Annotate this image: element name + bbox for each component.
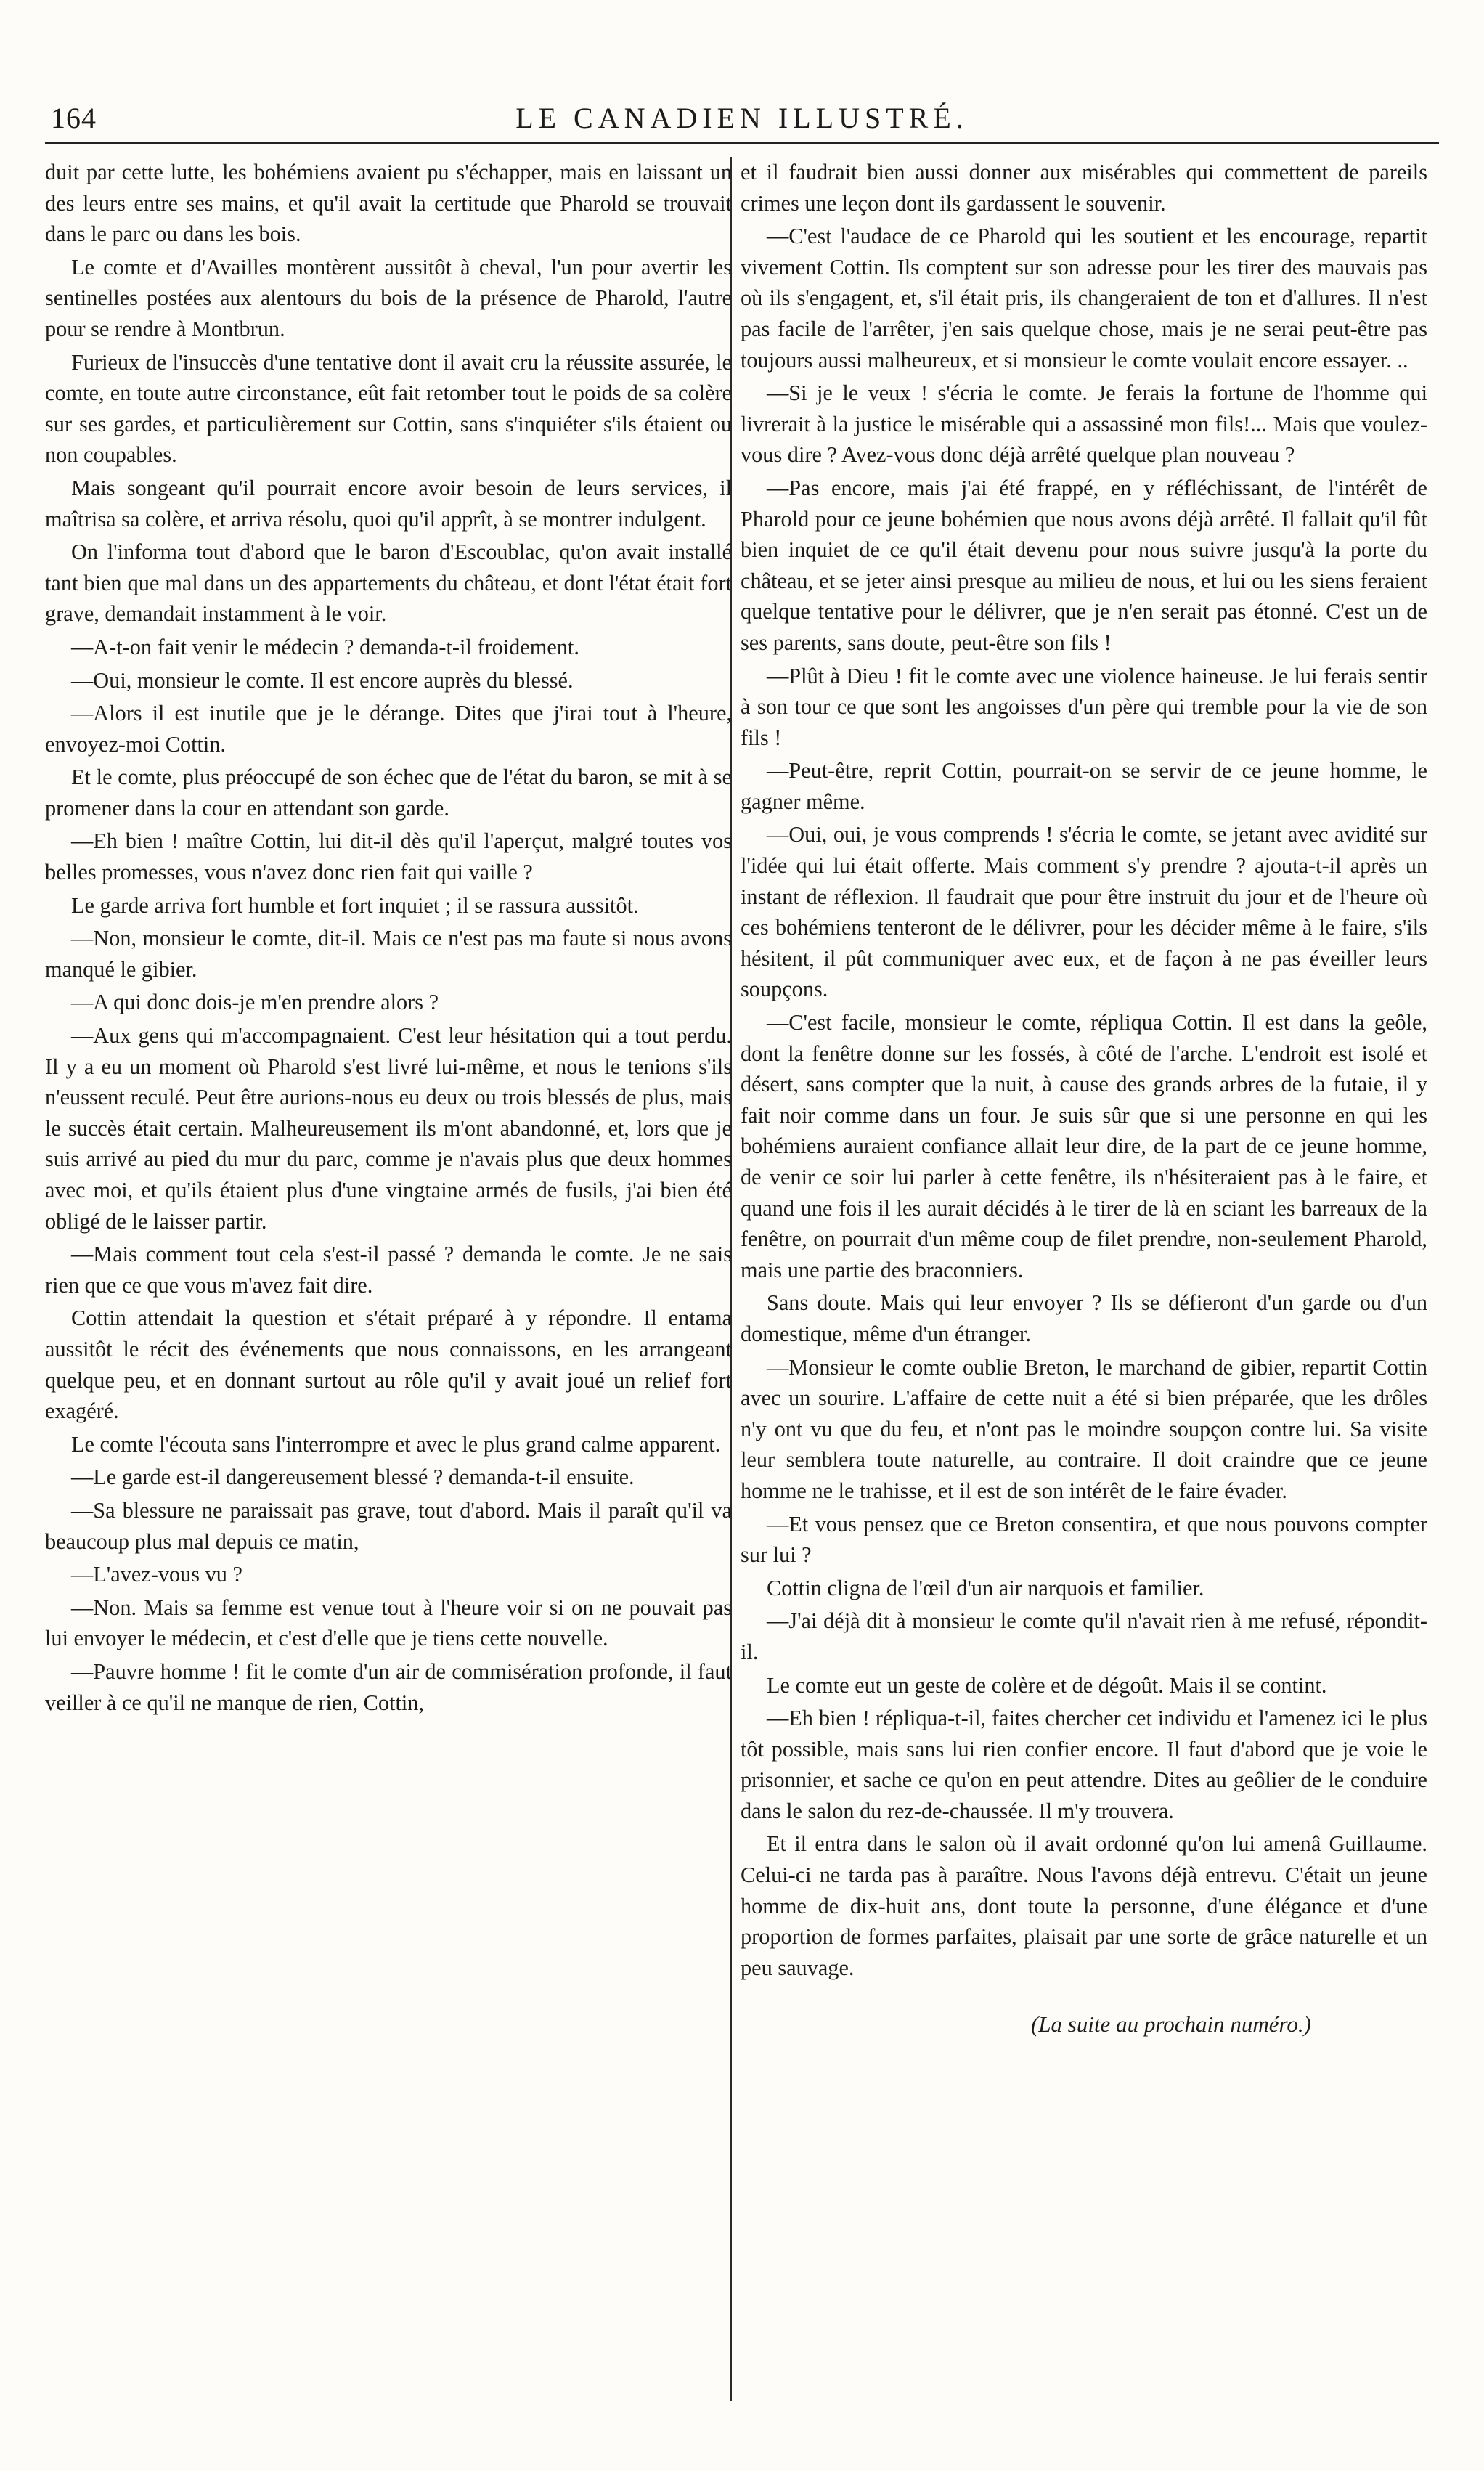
paragraph: Mais songeant qu'il pourrait encore avoir besoin de leurs services, il maîtrisa sa colère, et arriva résolu, quoi qu'il apprît, à se montrer indulgent.	[45, 475, 732, 532]
paragraph: —C'est facile, monsieur le comte, répliqua Cottin. Il est dans la geôle, dont la fenêtre donne sur les fossés, à côté de l'arche. L'endroit est isolé et désert, sans compter que la nuit, à cause des grands arbres de la futaie, il y fait noir comme dans un four. Je suis sûr que si une personne en qui les bohémiens auraient confiance allait leur dire, de la part de ce jeune homme, de venir ce soir lui parler à cette fenêtre, ils n'hésiteraient pas à le faire, et quand une fois il les aurait décidés à le tirer de là en sciant les barreaux de la fenêtre, on pourrait d'un même coup de filet prendre, non-seulement Pharold, mais une partie des braconniers.	[741, 1010, 1427, 1282]
paragraph: —Peut-être, reprit Cottin, pourrait-on se servir de ce jeune homme, le gagner même.	[741, 758, 1427, 814]
paragraph: —Pas encore, mais j'ai été frappé, en y réfléchissant, de l'intérêt de Pharold pour ce jeune bohémien que nous avons déjà arrêté. Il fallait qu'il fût bien inquiet de ce qu'il était devenu pour nous suivre jusqu'à la porte du château, et se jeter ainsi presque au milieu de nous, et lui ou les siens feraient quelque tentative pour le délivrer, que je n'en serait pas étonné. C'est un de ses parents, sans doute, peut-être son fils !	[741, 475, 1427, 655]
paragraph: —A-t-on fait venir le médecin ? demanda-t-il froidement.	[71, 634, 579, 659]
paragraph: —Le garde est-il dangereusement blessé ? demanda-t-il ensuite.	[71, 1465, 635, 1490]
paragraph: —Aux gens qui m'accompagnaient. C'est leur hésitation qui a tout perdu. Il y a eu un moment où Pharold s'est livré lui-même, et nous le tenions s'ils n'eussent reculé. Peut être aurions-nous eu deux ou trois blessés de plus, mais le succès était certain. Malheureusement ils m'ont abandonné, et, lors que je suis arrivé au pied du mur du parc, comme je n'avais plus que deux hommes avec moi, et qu'ils étaient plus d'une vingtaine armés de fusils, j'ai bien été obligé de le laisser partir.	[45, 1023, 732, 1234]
page-number: 164	[51, 102, 97, 134]
paragraph: —Si je le veux ! s'écria le comte. Je ferais la fortune de l'homme qui livrerait à la justice le misérable qui a assassiné mon fils!... Mais que voulez-vous dire ? Avez-vous donc déjà arrêté quelque plan nouveau ?	[741, 380, 1427, 468]
paragraph: —Non. Mais sa femme est venue tout à l'heure voir si on ne pouvait pas lui envoyer le médecin, et c'est d'elle que je tiens cette nouvelle.	[45, 1595, 732, 1651]
column-divider	[730, 157, 732, 2401]
paragraph: Le comte et d'Availles montèrent aussitôt à cheval, l'un pour avertir les sentinelles postées aux alentours du bois de la présence de Pharold, l'autre pour se rendre à Montbrun.	[45, 254, 732, 341]
paragraph: Et il entra dans le salon où il avait ordonné qu'on lui amenâ Guillaume. Celui-ci ne tarda pas à paraître. Nous l'avons déjà entrevu. C'était un jeune homme de dix-huit ans, dont toute la personne, d'une élégance et d'une proportion de formes parfaites, plaisait par une sorte de grâce naturelle et un peu sauvage.	[741, 1831, 1427, 1980]
paragraph: —Monsieur le comte oublie Breton, le marchand de gibier, repartit Cottin avec un sourire. L'affaire de cette nuit a été si bien préparée, que les drôles n'y ont vu que du feu, et n'ont pas le moindre soupçon contre lui. Sa visite leur semblera toute naturelle, au contraire. Il doit craindre que ce jeune homme ne le trahisse, et il est de son intérêt de le faire évader.	[741, 1354, 1427, 1503]
paragraph: —A qui donc dois-je m'en prendre alors ?	[71, 990, 439, 1015]
continuation-note: (La suite au prochain numéro.)	[1030, 2011, 1311, 2038]
paragraph: On l'informa tout d'abord que le baron d'Escoublac, qu'on avait installé tant bien que mal dans un des appartements du château, et dont l'état était fort grave, demandait instamment à le voir.	[45, 540, 732, 627]
paragraph: —Sa blessure ne paraissait pas grave, tout d'abord. Mais il paraît qu'il va beaucoup plus mal depuis ce matin,	[45, 1497, 732, 1554]
paragraph: —Mais comment tout cela s'est-il passé ? demanda le comte. Je ne sais rien que ce que vous m'avez fait dire.	[45, 1242, 732, 1298]
paragraph: —J'ai déjà dit à monsieur le comte qu'il n'avait rien à me refusé, répondit-il.	[741, 1608, 1427, 1664]
paragraph: —Alors il est inutile que je le dérange. Dites que j'irai tout à l'heure, envoyez-moi Cottin.	[45, 701, 732, 757]
paragraph: Sans doute. Mais qui leur envoyer ? Ils se défieront d'un garde ou d'un domestique, même d'un étranger.	[741, 1290, 1427, 1346]
paragraph: —Oui, monsieur le comte. Il est encore auprès du blessé.	[71, 667, 574, 693]
paragraph: Et le comte, plus préoccupé de son échec que de l'état du baron, se mit à se promener dans la cour en attendant son garde.	[45, 765, 732, 821]
paragraph: Le comte eut un geste de colère et de dégoût. Mais il se contint.	[767, 1672, 1327, 1698]
right-column	[741, 157, 1427, 2422]
paragraph: Le garde arriva fort humble et fort inquiet ; il se rassura aussitôt.	[71, 892, 639, 918]
paragraph: Le comte l'écouta sans l'interrompre et avec le plus grand calme apparent.	[71, 1431, 721, 1457]
paragraph: —Eh bien ! répliqua-t-il, faites chercher cet individu et l'amenez ici le plus tôt possible, mais sans lui rien confier encore. Il faut d'abord que je voie le prisonnier, et sache ce qu'on en peut attendre. Dites au geôlier de le conduire dans le salon du rez-de-chaussée. Il m'y trouvera.	[741, 1706, 1427, 1823]
header-rule	[45, 142, 1439, 144]
left-column	[45, 157, 732, 2422]
paragraph: —Pauvre homme ! fit le comte d'un air de commisération profonde, il faut veiller à ce qu'il ne manque de rien, Cottin,	[45, 1658, 732, 1715]
paragraph: Cottin attendait la question et s'était préparé à y répondre. Il entama aussitôt le récit des événements que nous connaissons, en les arrangeant quelque peu, et en donnant surtout au rôle qu'il y avait joué un relief fort exagéré.	[45, 1306, 732, 1424]
right-column-body	[741, 157, 1427, 1983]
paragraph: —Oui, oui, je vous comprends ! s'écria le comte, se jetant avec avidité sur l'idée qui lui était offerte. Mais comment s'y prendre ? ajouta-t-il après un instant de réflexion. Il faudrait que pour être instruit du jour et de l'heure où ces bohémiens tenteront de le délivrer, pour les décider même à le faire, s'ils hésitent, il pût communiquer avec eux, et de façon à ne pas éveiller leurs soupçons.	[741, 822, 1427, 1002]
newspaper-title: LE CANADIEN ILLUSTRÉ.	[515, 102, 969, 134]
paragraph: Furieux de l'insuccès d'une tentative dont il avait cru la réussite assurée, le comte, en toute autre circonstance, eût fait retomber tout le poids de sa colère sur ses gardes, et particulièrement sur Cottin, sans s'inquiéter s'ils étaient ou non coupables.	[45, 349, 732, 468]
paragraph: —Non, monsieur le comte, dit-il. Mais ce n'est pas ma faute si nous avons manqué le gibier.	[45, 926, 732, 982]
paragraph: et il faudrait bien aussi donner aux misérables qui commettent de pareils crimes une leçon dont ils gardassent le souvenir.	[741, 160, 1427, 216]
paragraph: —Et vous pensez que ce Breton consentira, et que nous pouvons compter sur lui ?	[741, 1511, 1427, 1568]
paragraph: —Plût à Dieu ! fit le comte avec une violence haineuse. Je lui ferais sentir à son tour ce que sont les angoisses d'un père qui tremble pour la vie de son fils !	[741, 663, 1427, 750]
paragraph: —C'est l'audace de ce Pharold qui les soutient et les encourage, repartit vivement Cottin. Ils comptent sur son adresse pour les tirer des mauvais pas où ils s'engagent, et, s'il était pris, ils changeraient de ton et d'allures. Il n'est pas facile de l'arrêter, j'en sais quelque chose, mais je ne serai peut-être pas toujours aussi malheureux, et si monsieur le comte voulait encore essayer. ..	[741, 224, 1427, 373]
paragraph: duit par cette lutte, les bohémiens avaient pu s'échapper, mais en laissant un des leurs entre ses mains, et qu'il avait la certitude que Pharold se trouvait dans le parc ou dans les bois.	[45, 160, 732, 247]
paragraph: —Eh bien ! maître Cottin, lui dit-il dès qu'il l'aperçut, malgré toutes vos belles promesses, vous n'avez donc rien fait qui vaille ?	[45, 829, 732, 885]
paragraph: —L'avez-vous vu ?	[71, 1562, 242, 1587]
page-header	[45, 93, 1439, 144]
paragraph: Cottin cligna de l'œil d'un air narquois et familier.	[767, 1575, 1204, 1600]
